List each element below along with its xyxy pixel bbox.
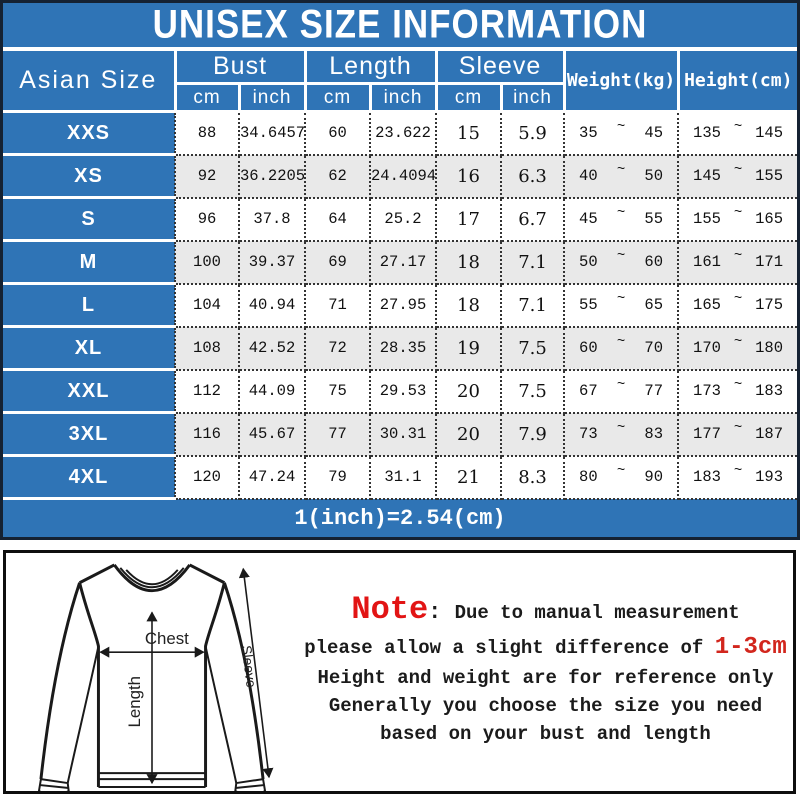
size-label: M [3,241,175,284]
length-cm-value: 72 [305,327,370,370]
weight-min: 50 [579,253,598,271]
weight-min: 60 [579,339,598,357]
height-max: 165 [755,210,784,228]
length-inch-value: 31.1 [370,456,436,499]
bust-cm-value: 96 [175,198,239,241]
height-range [678,241,797,284]
tilde: ~ [616,334,626,350]
tilde: ~ [733,205,743,221]
note-heading: Note [351,591,429,628]
header-length-cm: cm [305,84,370,112]
size-label: XXS [3,112,175,155]
length-cm-value: 69 [305,241,370,284]
table-row [3,284,797,327]
table-row [3,241,797,284]
sleeve-cm-value: 19 [436,327,501,370]
tilde: ~ [733,248,743,264]
sleeve-cm-value: 17 [436,198,501,241]
weight-max: 77 [644,382,664,400]
sleeve-inch-value: 7.1 [501,241,564,284]
note-line-4: Generally you choose the size you need [328,695,763,717]
bust-inch-value: 34.6457 [239,112,305,155]
bust-inch-value: 47.24 [239,456,305,499]
length-inch-value: 24.4094 [370,155,436,198]
sleeve-cm-value: 15 [436,112,501,155]
sleeve-cm-value: 18 [436,284,501,327]
size-label: L [3,284,175,327]
header-sleeve: Sleeve [436,51,564,84]
bust-inch-value: 39.37 [239,241,305,284]
height-range [678,284,797,327]
inch-conversion-bar [3,500,797,537]
header-row-groups [3,51,797,84]
length-cm-value: 62 [305,155,370,198]
weight-range [564,241,678,284]
header-length-inch: inch [370,84,436,112]
height-min: 177 [693,425,721,443]
height-range [678,112,797,155]
inch-conversion-text: 1(inch)=2.54(cm) [294,506,506,531]
sleeve-cm-value: 20 [436,370,501,413]
height-min: 183 [693,468,721,486]
note-text [298,553,793,791]
table-row [3,370,797,413]
tilde: ~ [733,334,743,350]
tilde: ~ [733,291,743,307]
note-line-3: Height and weight are for reference only [317,667,774,689]
sleeve-label: Sleeve [238,644,260,689]
header-weight: Weight(kg) [564,51,678,112]
sleeve-cm-value: 21 [436,456,501,499]
sleeve-cm-value: 16 [436,155,501,198]
shirt-diagram [6,553,298,791]
height-range [678,327,797,370]
bust-inch-value: 45.67 [239,413,305,456]
table-header [3,51,797,112]
weight-range [564,198,678,241]
height-min: 165 [693,296,721,314]
tilde: ~ [733,420,743,436]
header-bust: Bust [175,51,305,84]
bust-cm-value: 116 [175,413,239,456]
height-min: 170 [693,339,721,357]
weight-max: 55 [644,210,664,228]
bust-cm-value: 100 [175,241,239,284]
bust-inch-value: 40.94 [239,284,305,327]
height-max: 171 [755,253,784,271]
tilde: ~ [733,377,743,393]
bust-cm-value: 104 [175,284,239,327]
size-label: 4XL [3,456,175,499]
height-range [678,413,797,456]
table-row [3,112,797,155]
height-range [678,456,797,499]
table-row [3,155,797,198]
tilde: ~ [616,162,626,178]
weight-min: 45 [579,210,598,228]
header-asian-size: Asian Size [3,51,175,112]
note-line-1-text: Due to manual measurement [454,602,740,624]
weight-range [564,155,678,198]
measurement-guide-panel [3,550,796,794]
weight-max: 65 [644,296,664,314]
height-max: 175 [755,296,784,314]
length-cm-value: 75 [305,370,370,413]
table-body [3,112,797,499]
height-max: 155 [755,167,784,185]
sleeve-inch-value: 7.5 [501,327,564,370]
sleeve-inch-value: 5.9 [501,112,564,155]
table-row [3,327,797,370]
height-max: 183 [755,382,784,400]
tilde: ~ [616,205,626,221]
note-highlight: 1-3cm [714,634,787,661]
height-range [678,155,797,198]
table-row [3,413,797,456]
chest-label: Chest [144,629,189,649]
sleeve-inch-value: 6.7 [501,198,564,241]
tilde: ~ [616,377,626,393]
note-line-1 [298,591,793,628]
weight-min: 80 [579,468,598,486]
weight-max: 83 [644,425,664,443]
page-title: UNISEX SIZE INFORMATION [152,2,648,47]
weight-range [564,413,678,456]
length-inch-value: 28.35 [370,327,436,370]
bust-inch-value: 37.8 [239,198,305,241]
bust-inch-value: 44.09 [239,370,305,413]
bust-cm-value: 92 [175,155,239,198]
size-label: XL [3,327,175,370]
table-row [3,456,797,499]
bust-cm-value: 120 [175,456,239,499]
note-line-2-text: please allow a slight difference of [304,637,715,659]
tilde: ~ [616,420,626,436]
sleeve-inch-value: 8.3 [501,456,564,499]
weight-range [564,284,678,327]
weight-max: 50 [644,167,664,185]
size-label: XXL [3,370,175,413]
length-inch-value: 23.622 [370,112,436,155]
note-line-5: based on your bust and length [380,723,711,745]
header-sleeve-inch: inch [501,84,564,112]
weight-max: 60 [644,253,664,271]
tilde: ~ [616,291,626,307]
note-line-2 [298,634,793,661]
length-inch-value: 27.17 [370,241,436,284]
length-inch-value: 27.95 [370,284,436,327]
length-cm-value: 64 [305,198,370,241]
height-max: 187 [755,425,784,443]
height-range [678,370,797,413]
weight-min: 73 [579,425,598,443]
sleeve-inch-value: 7.5 [501,370,564,413]
weight-range [564,370,678,413]
sleeve-inch-value: 6.3 [501,155,564,198]
size-label: 3XL [3,413,175,456]
sleeve-inch-value: 7.1 [501,284,564,327]
size-label: XS [3,155,175,198]
length-inch-value: 30.31 [370,413,436,456]
header-length: Length [305,51,436,84]
weight-min: 35 [579,124,598,143]
header-bust-inch: inch [239,84,305,112]
length-cm-value: 71 [305,284,370,327]
tilde: ~ [733,463,743,479]
tilde: ~ [616,463,626,479]
height-min: 161 [693,253,721,271]
header-bust-cm: cm [175,84,239,112]
sleeve-cm-value: 18 [436,241,501,284]
title-bar [3,3,797,51]
bust-cm-value: 108 [175,327,239,370]
weight-min: 55 [579,296,598,314]
height-min: 173 [693,382,721,400]
bust-cm-value: 88 [175,112,239,155]
size-table [3,51,797,500]
height-min: 145 [693,167,721,185]
weight-max: 70 [644,339,664,357]
length-inch-value: 25.2 [370,198,436,241]
weight-range [564,327,678,370]
height-range [678,198,797,241]
tilde: ~ [616,119,626,136]
shirt-drawing-svg [6,553,298,791]
weight-min: 67 [579,382,598,400]
header-height: Height(cm) [678,51,797,112]
length-cm-value: 60 [305,112,370,155]
height-max: 193 [755,468,784,486]
table-row [3,198,797,241]
bust-inch-value: 42.52 [239,327,305,370]
weight-range [564,112,678,155]
weight-max: 90 [644,468,664,486]
height-min: 155 [693,210,721,228]
height-max: 145 [755,124,784,143]
length-inch-value: 29.53 [370,370,436,413]
header-sleeve-cm: cm [436,84,501,112]
tilde: ~ [733,119,743,136]
tilde: ~ [733,162,743,178]
sleeve-cm-value: 20 [436,413,501,456]
length-label: Length [125,675,145,728]
size-label: S [3,198,175,241]
weight-max: 45 [644,124,664,143]
tilde: ~ [616,248,626,264]
length-cm-value: 77 [305,413,370,456]
note-separator: : [428,600,455,625]
height-min: 135 [693,124,721,143]
length-cm-value: 79 [305,456,370,499]
height-max: 180 [755,339,784,357]
weight-min: 40 [579,167,598,185]
bust-cm-value: 112 [175,370,239,413]
sleeve-inch-value: 7.9 [501,413,564,456]
weight-range [564,456,678,499]
bust-inch-value: 36.2205 [239,155,305,198]
